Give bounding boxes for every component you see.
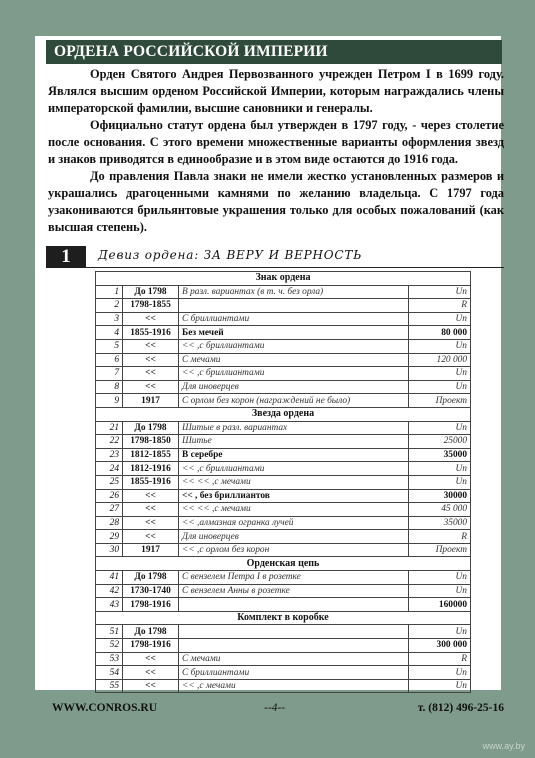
row-value: Un <box>409 285 471 299</box>
row-year: << <box>123 367 179 381</box>
section-number: 1 <box>46 246 86 268</box>
table-row <box>96 435 471 449</box>
row-year: << <box>123 652 179 666</box>
row-description: Для иноверцев <box>179 530 409 544</box>
row-number: 25 <box>96 475 123 489</box>
row-year: 1812-1916 <box>123 462 179 476</box>
row-description: С мечами <box>179 652 409 666</box>
row-value: 35000 <box>409 516 471 530</box>
row-year: 1855-1916 <box>123 326 179 340</box>
row-number: 29 <box>96 530 123 544</box>
row-value: Un <box>409 462 471 476</box>
row-value: Проект <box>409 543 471 557</box>
intro-text <box>48 66 504 236</box>
table-row <box>96 448 471 462</box>
row-number: 30 <box>96 543 123 557</box>
table-section-header <box>96 272 471 286</box>
row-value: 80 000 <box>409 326 471 340</box>
table-row <box>96 598 471 612</box>
row-description: << ,с орлом без корон <box>179 543 409 557</box>
row-value: 35000 <box>409 448 471 462</box>
row-year: 1730-1740 <box>123 584 179 598</box>
motto-text: Девиз ордена: ЗА ВЕРУ И ВЕРНОСТЬ <box>98 248 363 262</box>
row-description: Шитые в разл. вариантах <box>179 421 409 435</box>
table-row <box>96 380 471 394</box>
row-description: << ,с бриллиантами <box>179 339 409 353</box>
row-number: 9 <box>96 394 123 408</box>
section-title: Комплект в коробке <box>96 611 471 625</box>
row-number: 24 <box>96 462 123 476</box>
row-year: 1917 <box>123 543 179 557</box>
row-description <box>179 598 409 612</box>
row-number: 43 <box>96 598 123 612</box>
table-row <box>96 489 471 503</box>
row-number: 23 <box>96 448 123 462</box>
table-row <box>96 625 471 639</box>
row-number: 54 <box>96 666 123 680</box>
section-title: Звезда ордена <box>96 407 471 421</box>
table-row <box>96 543 471 557</box>
row-year: << <box>123 380 179 394</box>
row-number: 51 <box>96 625 123 639</box>
row-description <box>179 625 409 639</box>
row-description: С мечами <box>179 353 409 367</box>
table-section-header <box>96 611 471 625</box>
row-number: 2 <box>96 299 123 313</box>
paragraph: До правления Павла знаки не имели жестко установленных размеров и украшались драгоценными камнями по желанию владельца. С 1797 года узакониваются брильянтовые украшения только для особых пожалований (как высшая степень). <box>48 169 504 234</box>
row-number: 53 <box>96 652 123 666</box>
table-row <box>96 462 471 476</box>
row-year: << <box>123 312 179 326</box>
row-description: С бриллиантами <box>179 666 409 680</box>
row-year: << <box>123 503 179 517</box>
row-year: 1798-1855 <box>123 299 179 313</box>
watermark: www.ay.by <box>482 741 525 751</box>
table-row <box>96 516 471 530</box>
row-value: 25000 <box>409 435 471 449</box>
row-year: До 1798 <box>123 625 179 639</box>
row-description <box>179 639 409 653</box>
table-row <box>96 679 471 693</box>
row-year: << <box>123 666 179 680</box>
row-description: << << ,с мечами <box>179 503 409 517</box>
row-description: С орлом без корон (награждений не было) <box>179 394 409 408</box>
row-value: 300 000 <box>409 639 471 653</box>
row-year: 1855-1916 <box>123 475 179 489</box>
row-value: 45 000 <box>409 503 471 517</box>
row-description: << ,алмазная огранка лучей <box>179 516 409 530</box>
row-description <box>179 299 409 313</box>
table-row <box>96 312 471 326</box>
row-description: << << ,с мечами <box>179 475 409 489</box>
row-number: 3 <box>96 312 123 326</box>
table-row <box>96 530 471 544</box>
row-description: В серебре <box>179 448 409 462</box>
row-description: << ,с бриллиантами <box>179 367 409 381</box>
page-title: ОРДЕНА РОССИЙСКОЙ ИМПЕРИИ <box>46 40 502 64</box>
table-row <box>96 639 471 653</box>
footer <box>52 702 504 718</box>
row-value: Un <box>409 584 471 598</box>
table-row <box>96 353 471 367</box>
row-number: 22 <box>96 435 123 449</box>
row-description: Для иноверцев <box>179 380 409 394</box>
table-row <box>96 326 471 340</box>
row-value: R <box>409 299 471 313</box>
row-value: Un <box>409 312 471 326</box>
table-row <box>96 285 471 299</box>
row-description: С вензелем Петра I в розетке <box>179 571 409 585</box>
row-number: 41 <box>96 571 123 585</box>
row-year: До 1798 <box>123 285 179 299</box>
row-value: R <box>409 530 471 544</box>
row-value: 160000 <box>409 598 471 612</box>
row-number: 8 <box>96 380 123 394</box>
table-section-header <box>96 557 471 571</box>
row-value: Un <box>409 625 471 639</box>
row-value: 30000 <box>409 489 471 503</box>
row-number: 7 <box>96 367 123 381</box>
row-description: Шитье <box>179 435 409 449</box>
row-number: 52 <box>96 639 123 653</box>
row-year: 1798-1916 <box>123 639 179 653</box>
row-year: << <box>123 679 179 693</box>
paragraph: Официально статут ордена был утвержден в 1797 году, - через столетие после основания. С этого времени множественные варианты оформления звезд и знаков приводятся в единообразие и в этом виде остаются до 1916 года. <box>48 118 504 166</box>
row-number: 21 <box>96 421 123 435</box>
row-number: 1 <box>96 285 123 299</box>
row-value: Un <box>409 666 471 680</box>
row-value: Un <box>409 380 471 394</box>
row-description: << ,с мечами <box>179 679 409 693</box>
row-value: Un <box>409 421 471 435</box>
row-number: 5 <box>96 339 123 353</box>
row-year: << <box>123 530 179 544</box>
row-value: Un <box>409 367 471 381</box>
table-row <box>96 503 471 517</box>
section-title: Орденская цепь <box>96 557 471 571</box>
divider <box>86 267 504 268</box>
row-value: Проект <box>409 394 471 408</box>
motto-row <box>46 246 504 268</box>
row-year: До 1798 <box>123 421 179 435</box>
table-row <box>96 666 471 680</box>
table-row <box>96 652 471 666</box>
row-value: Un <box>409 339 471 353</box>
page-number: --4-- <box>264 702 286 714</box>
row-description: С бриллиантами <box>179 312 409 326</box>
table-row <box>96 421 471 435</box>
row-number: 27 <box>96 503 123 517</box>
table-row <box>96 584 471 598</box>
row-description: Без мечей <box>179 326 409 340</box>
row-year: << <box>123 516 179 530</box>
row-year: << <box>123 339 179 353</box>
row-number: 4 <box>96 326 123 340</box>
paragraph: Орден Святого Андрея Первозванного учрежден Петром I в 1699 году. Являлся высшим орденом Российской Империи, которым награждались члены императорской фамилии, высшие сановники и генералы. <box>48 67 504 115</box>
row-value: 120 000 <box>409 353 471 367</box>
table-row <box>96 299 471 313</box>
table-row <box>96 394 471 408</box>
table-row <box>96 367 471 381</box>
table-row <box>96 571 471 585</box>
row-number: 28 <box>96 516 123 530</box>
row-year: До 1798 <box>123 571 179 585</box>
row-year: << <box>123 353 179 367</box>
table-section-header <box>96 407 471 421</box>
row-number: 26 <box>96 489 123 503</box>
row-description: << ,с бриллиантами <box>179 462 409 476</box>
row-value: Un <box>409 679 471 693</box>
row-year: 1798-1850 <box>123 435 179 449</box>
website-link[interactable]: WWW.CONROS.RU <box>52 702 158 714</box>
price-table <box>95 271 471 693</box>
row-number: 42 <box>96 584 123 598</box>
row-value: Un <box>409 571 471 585</box>
table-row <box>96 339 471 353</box>
row-year: 1917 <box>123 394 179 408</box>
row-value: R <box>409 652 471 666</box>
row-year: 1812-1855 <box>123 448 179 462</box>
row-description: << , без бриллиантов <box>179 489 409 503</box>
row-value: Un <box>409 475 471 489</box>
row-number: 6 <box>96 353 123 367</box>
phone-number: т. (812) 496-25-16 <box>417 702 504 714</box>
row-number: 55 <box>96 679 123 693</box>
table-row <box>96 475 471 489</box>
row-year: << <box>123 489 179 503</box>
row-description: В разл. вариантах (в т. ч. без орла) <box>179 285 409 299</box>
section-title: Знак ордена <box>96 272 471 286</box>
row-description: С вензелем Анны в розетке <box>179 584 409 598</box>
row-year: 1798-1916 <box>123 598 179 612</box>
